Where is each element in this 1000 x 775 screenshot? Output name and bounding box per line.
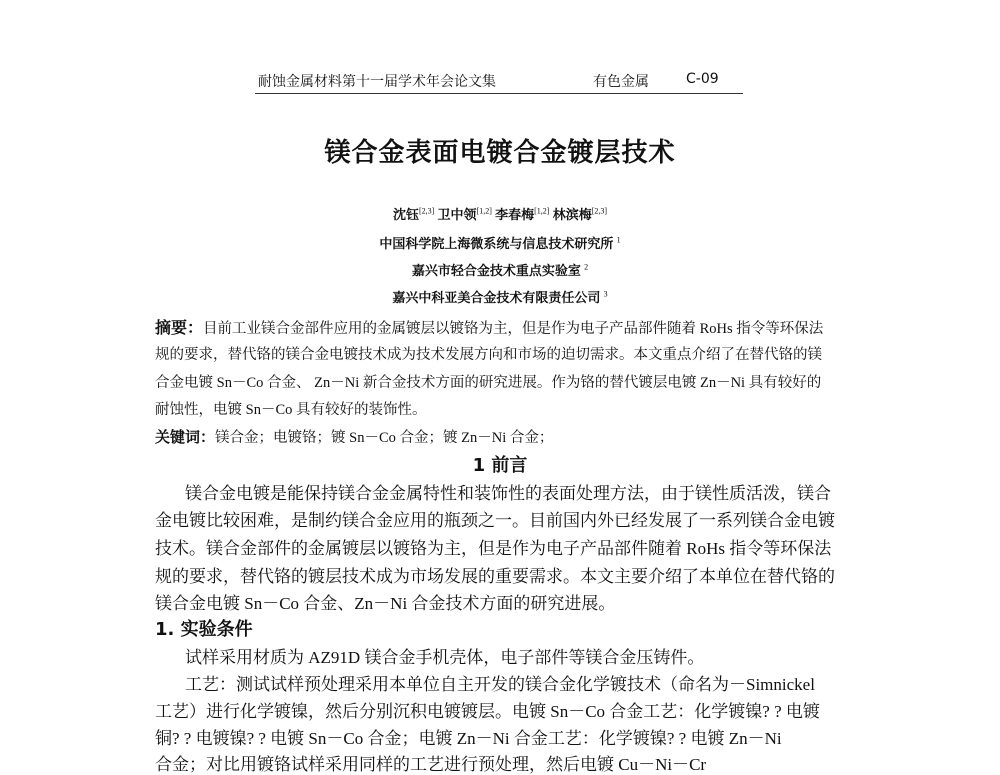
author: 卫中领 [437, 207, 477, 222]
paragraph-line: 技术。镁合金部件的金属镀层以镀铬为主，但是作为电子产品部件随着 RoHs 指令等环保法 [155, 539, 832, 558]
header-rule [255, 93, 743, 94]
paragraph-line: 合金；对比用镀铬试样采用同样的工艺进行预处理，然后电镀 Cu－Ni－Cr [155, 755, 707, 774]
paragraph-line: 试样采用材质为 AZ91D 镁合金手机壳体，电子部件等镁合金压铸件。 [185, 648, 705, 667]
abstract-text: 目前工业镁合金部件应用的金属镀层以镀铬为主，但是作为电子产品部件随着 RoHs 指令等环保法 [203, 321, 824, 337]
author: 李春梅 [495, 207, 535, 222]
abstract-line: 耐蚀性，电镀 Sn－Co 具有较好的装饰性。 [155, 402, 427, 418]
keywords-label: 关键词： [155, 428, 216, 446]
affiliation [0, 233, 1000, 252]
affiliation-name: 嘉兴市轻合金技术重点实验室 [411, 263, 581, 278]
paragraph-line: 镁合金电镀 Sn－Co 合金、Zn－Ni 合金技术方面的研究进展。 [155, 594, 616, 613]
affiliation-sup: 2 [584, 262, 589, 272]
paper-code: C-09 [686, 71, 719, 87]
affiliation [0, 287, 1000, 306]
affiliation-sup: 3 [603, 289, 608, 299]
abstract-line [155, 315, 823, 338]
paragraph-line: 铜? ? 电镀镍? ? 电镀 Sn－Co 合金；电镀 Zn－Ni 合金工艺：化学镀镍? ? 电镀 Zn－Ni [155, 729, 782, 748]
author-sup: [2,3] [418, 206, 435, 216]
paragraph-line: 镁合金电镀是能保持镁合金金属特性和装饰性的表面处理方法，由于镁性质活泼，镁合 [185, 484, 831, 503]
author-sup: [1,2] [534, 206, 550, 216]
affiliation-name: 嘉兴中科亚美合金技术有限责任公司 [392, 290, 601, 305]
journal-name: 耐蚀金属材料第十一届学术年会论文集 [258, 74, 496, 90]
paragraph-line: 工艺：测试试样预处理采用本单位自主开发的镁合金化学镀技术（命名为－Simnickel [185, 675, 815, 694]
affiliation-name: 中国科学院上海微系统与信息技术研究所 [379, 236, 614, 251]
paragraph-line: 规的要求，替代铬的镀层技术成为市场发展的重要需求。本文主要介绍了本单位在替代铬的 [155, 567, 835, 586]
keywords [155, 426, 553, 447]
author-sup: [1,2] [476, 206, 492, 216]
abstract-line: 合金电镀 Sn－Co 合金、 Zn－Ni 新合金技术方面的研究进展。作为铬的替代镀层电镀 Zn－Ni 具有较好的 [155, 375, 822, 391]
affiliation [0, 260, 1000, 279]
paragraph-line: 金电镀比较困难，是制约镁合金应用的瓶颈之一。目前国内外已经发展了一系列镁合金电镀 [155, 511, 835, 530]
author-list [0, 204, 1000, 223]
author: 林滨梅 [552, 207, 592, 222]
author-sup: [2,3] [591, 206, 608, 216]
keywords-text: 镁合金；电镀铬；镀 Sn－Co 合金；镀 Zn－Ni 合金； [215, 430, 554, 446]
abstract-line: 规的要求，替代铬的镁合金电镀技术成为技术发展方向和市场的迫切需求。本文重点介绍了在替代铬的镁 [155, 347, 822, 363]
category: 有色金属 [593, 74, 649, 90]
paper-title: 镁合金表面电镀合金镀层技术 [324, 138, 676, 168]
paragraph-line: 工艺）进行化学镀镍，然后分别沉积电镀镀层。电镀 Sn－Co 合金工艺：化学镀镍? ? 电镀 [155, 702, 820, 721]
author: 沈钰 [392, 207, 419, 222]
section-heading: 1. 实验条件 [155, 619, 253, 640]
abstract-label: 摘要： [155, 318, 204, 337]
section-heading: 1 前言 [472, 455, 528, 476]
affiliation-sup: 1 [616, 235, 621, 245]
